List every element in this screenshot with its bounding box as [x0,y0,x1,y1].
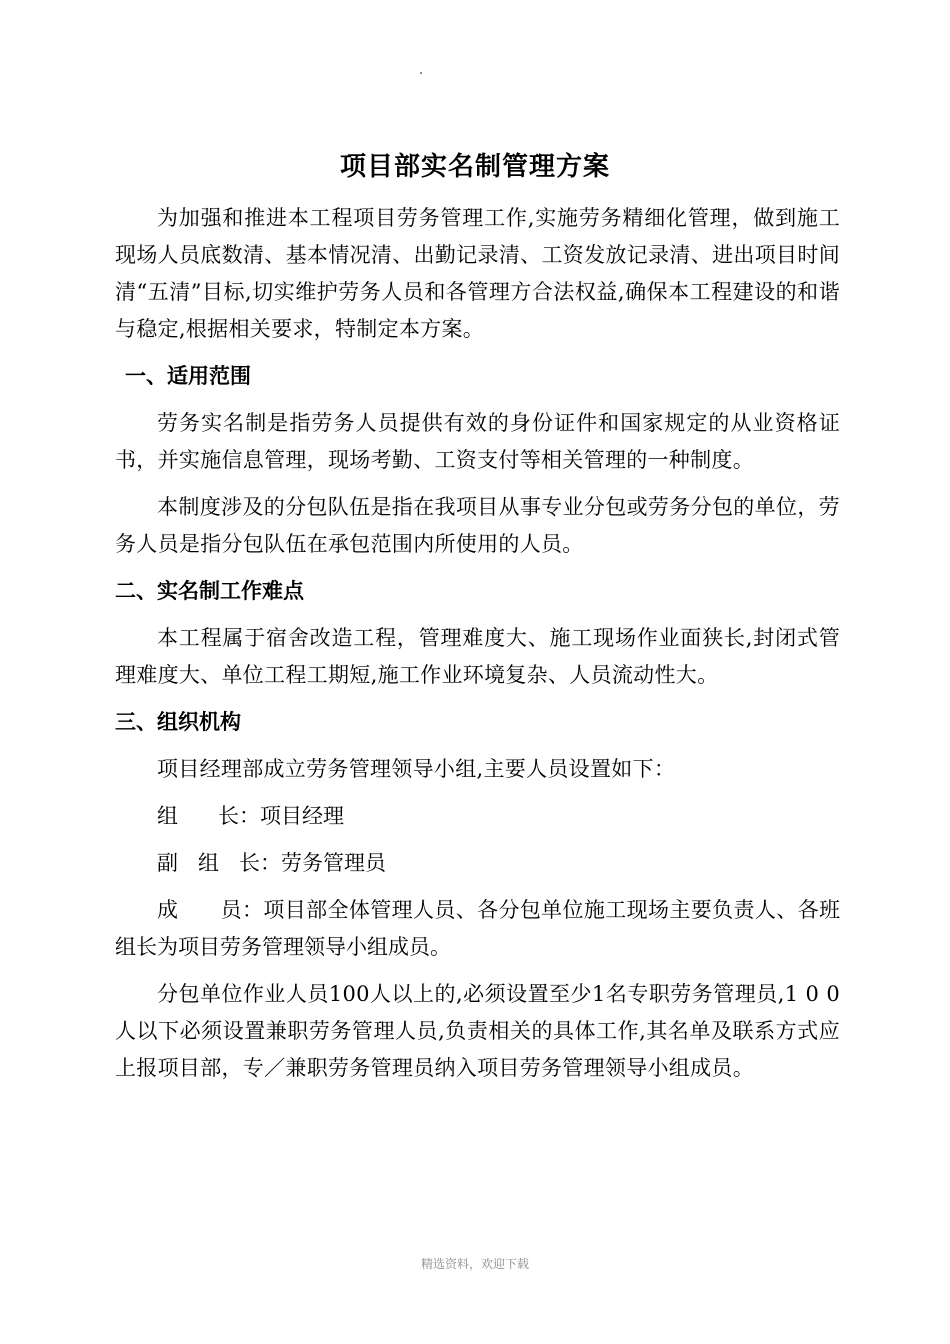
footer-text: 精选资料，欢迎下载 [420,1257,529,1271]
section-heading-difficulties: 二、实名制工作难点 [115,579,304,603]
section-heading-organization: 三、组织机构 [115,710,241,734]
organization-paragraph: 项目经理部成立劳务管理领导小组,主要人员设置如下： [157,757,676,781]
section-heading-scope: 一、适用范围 [125,364,251,388]
role-leader: 组 长：项目经理 [157,804,345,828]
role-members: 成 员：项目部全体管理人员、各分包单位施工现场主要负责人、各班组长为项目劳务管理领导小组成员。 [115,898,840,959]
scope-paragraph-1: 劳务实名制是指劳务人员提供有效的身份证件和国家规定的从业资格证书，并实施信息管理，现场考勤、工资支付等相关管理的一种制度。 [115,411,840,472]
header-dot [420,72,422,74]
document-body [115,200,840,1097]
difficulties-paragraph: 本工程属于宿舍改造工程，管理难度大、施工现场作业面狭长,封闭式管理难度大、单位工程工期短,施工作业环境复杂、人员流动性大。 [115,626,840,687]
role-deputy: 副 组 长：劳务管理员 [157,851,387,875]
closing-paragraph: 分包单位作业人员100人以上的,必须设置至少1名专职劳务管理员,1 0 0人以下必须设置兼职劳务管理人员,负责相关的具体工作,其名单及联系方式应上报项目部，专／兼职劳务管理员纳入项目劳务管理领导小组成员。 [115,982,840,1080]
intro-paragraph: 为加强和推进本工程项目劳务管理工作,实施劳务精细化管理，做到施工现场人员底数清、基本情况清、出勤记录清、工资发放记录清、进出项目时间清“五清”目标,切实维护劳务人员和各管理方合法权益,确保本工程建设的和谐与稳定,根据相关要求，特制定本方案。 [115,206,840,341]
page-title: 项目部实名制管理方案 [339,152,610,182]
scope-paragraph-2: 本制度涉及的分包队伍是指在我项目从事专业分包或劳务分包的单位，劳务人员是指分包队伍在承包范围内所使用的人员。 [115,495,840,556]
